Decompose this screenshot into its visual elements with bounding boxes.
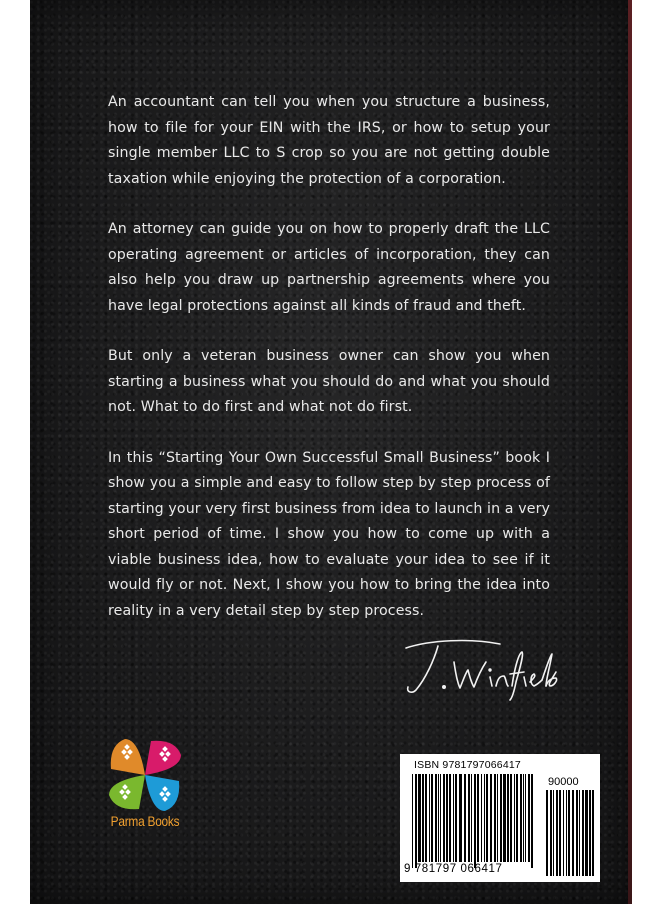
publisher-name: Parma Books bbox=[110, 813, 180, 829]
paragraph-4: In this “Starting Your Own Successful Small Business” book I show you a simple and easy to follow step by step process of starting your very first business from idea to launch in a very short period of time. I show you how to come up with a viable business idea, how to evaluate your idea to see if it would fly or not. Next, I show you how to bring the idea into reality in a very detail step by step process. bbox=[108, 449, 550, 619]
barcode-bar bbox=[579, 790, 580, 876]
barcode-bar bbox=[516, 774, 518, 862]
paragraph-2: An attorney can guide you on how to properly draft the LLC operating agreement or articles of incorporation, they can also help you draw up partnership agreements where you have legal protections against all kinds of fraud and theft. bbox=[108, 221, 550, 314]
barcode-bar bbox=[471, 774, 472, 862]
barcode-bar bbox=[468, 774, 470, 862]
barcode-bar bbox=[566, 790, 567, 876]
barcode-digits: 9 781797 066417 bbox=[404, 863, 503, 875]
barcode-bar bbox=[435, 774, 437, 862]
barcode-bar bbox=[576, 790, 578, 876]
barcode-bar bbox=[572, 790, 574, 876]
barcode-bar bbox=[497, 774, 498, 862]
barcode-bar bbox=[438, 774, 439, 862]
isbn-barcode bbox=[400, 754, 600, 882]
barcode-bar bbox=[474, 774, 476, 868]
barcode-bar bbox=[546, 790, 548, 876]
barcode-bar bbox=[520, 774, 522, 862]
barcode-bar bbox=[455, 774, 457, 862]
paragraph-3: But only a veteran business owner can show you when starting a business what you should do and what you should not. What to do first and what not do first. bbox=[108, 348, 550, 415]
barcode-bar bbox=[525, 774, 526, 862]
petal-magenta bbox=[145, 741, 181, 775]
barcode-bar bbox=[510, 774, 512, 862]
cover-edge bbox=[628, 0, 632, 904]
price-code: 90000 bbox=[548, 776, 579, 788]
barcode-bar bbox=[503, 774, 506, 862]
barcode-bar bbox=[531, 774, 533, 868]
barcode-bar bbox=[550, 790, 552, 876]
barcode-bar bbox=[568, 790, 570, 876]
barcode-bar bbox=[523, 774, 524, 862]
parma-books-flower-icon bbox=[100, 735, 190, 815]
barcode-bar bbox=[559, 790, 561, 876]
barcode-bar bbox=[446, 774, 448, 862]
barcode-bar bbox=[443, 774, 445, 862]
barcode-bar bbox=[500, 774, 502, 862]
isbn-label: ISBN 9781797066417 bbox=[414, 759, 521, 771]
publisher-logo bbox=[100, 735, 190, 835]
barcode-bar bbox=[556, 790, 558, 876]
barcode-bar bbox=[484, 774, 485, 862]
barcode-bar bbox=[464, 774, 466, 862]
barcode-bar bbox=[422, 774, 424, 862]
barcode-bar bbox=[585, 790, 588, 876]
barcode-bar bbox=[563, 790, 564, 876]
barcode-bar bbox=[415, 774, 417, 868]
barcode-bar bbox=[553, 790, 554, 876]
barcode-bar bbox=[592, 790, 594, 876]
barcode-bar bbox=[477, 774, 479, 862]
barcode-bar bbox=[412, 774, 413, 868]
blurb-text bbox=[108, 90, 550, 649]
barcode-bar bbox=[459, 774, 462, 862]
barcode-bar bbox=[453, 774, 454, 862]
barcode-bar bbox=[431, 774, 433, 862]
barcode-bar bbox=[514, 774, 515, 862]
barcode-bar bbox=[582, 790, 584, 876]
barcode-bar bbox=[440, 774, 441, 862]
signature-icon bbox=[400, 632, 560, 702]
barcode-bar bbox=[494, 774, 496, 862]
barcode-bar bbox=[589, 790, 591, 876]
barcode-bar bbox=[528, 774, 530, 862]
barcode-bar bbox=[418, 774, 421, 862]
barcode-bar bbox=[490, 774, 492, 862]
barcode-bar bbox=[429, 774, 430, 862]
barcode-bar bbox=[425, 774, 427, 862]
barcode-bar bbox=[481, 774, 482, 862]
barcode-bar bbox=[507, 774, 509, 862]
author-signature bbox=[400, 632, 560, 702]
paragraph-1: An accountant can tell you when you structure a business, how to file for your EIN with the IRS, or how to setup your single member LLC to S crop so you are not getting double taxation while enjoying the protection of a corporation. bbox=[108, 94, 550, 187]
barcode-bar bbox=[449, 774, 451, 862]
barcode-bar bbox=[486, 774, 488, 862]
